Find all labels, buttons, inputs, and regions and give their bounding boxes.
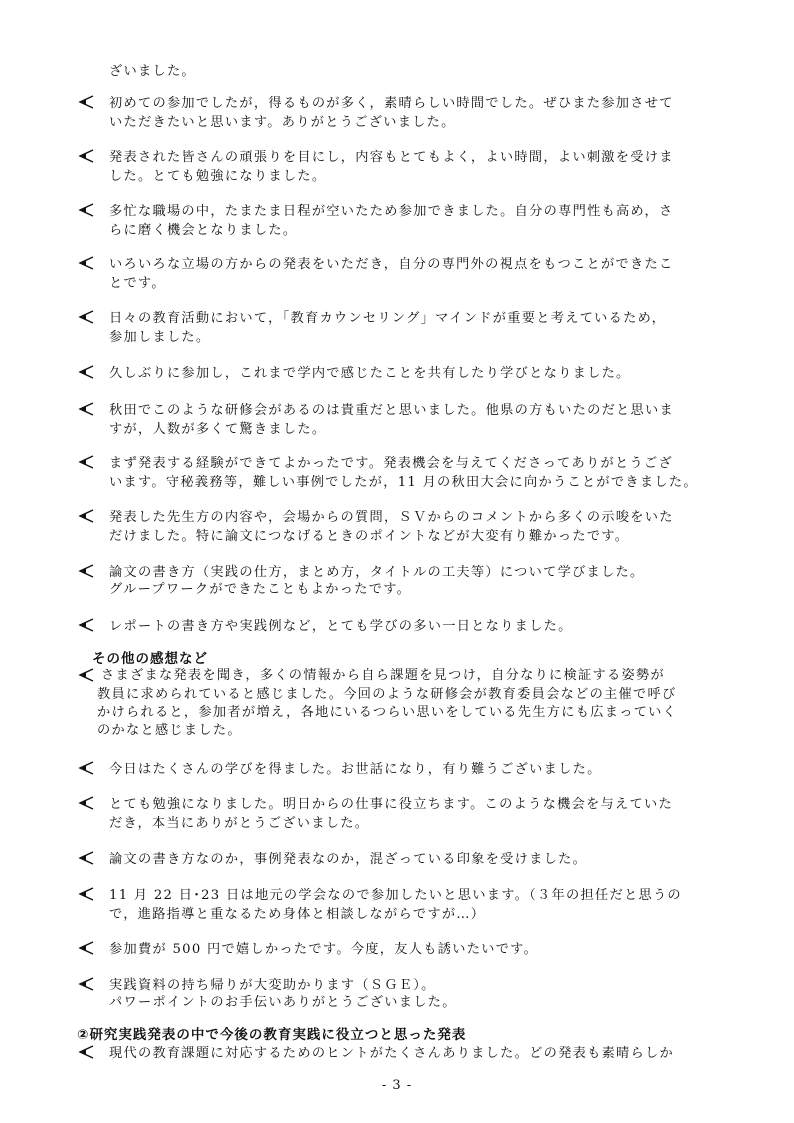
arrow-bullet-icon — [78, 1045, 94, 1059]
section-heading-2 — [77, 1027, 466, 1043]
arrow-bullet-icon — [78, 851, 94, 865]
comment-line: 論文の書き方なのか，事例発表なのか，混ざっている印象を受けました。 — [109, 852, 588, 867]
arrow-bullet-icon — [78, 256, 94, 270]
comment-line: 発表された皆さんの頑張りを目にし，内容もとてもよく，よい時間，よい刺激を受けま — [109, 150, 674, 165]
section-number: ② — [77, 1027, 90, 1043]
comment-line: だき，本当にありがとうございました。 — [109, 816, 370, 831]
arrow-bullet-icon — [78, 887, 94, 901]
comment-line: のかなと感じました。 — [97, 723, 242, 738]
arrow-bullet-icon — [78, 365, 94, 379]
comment-line: レポートの書き方や実践例など，とても学びの多い一日となりました。 — [109, 619, 573, 634]
comment-line: すが，人数が多くて驚きました。 — [109, 422, 327, 437]
arrow-bullet-icon — [78, 977, 94, 991]
arrow-bullet-icon — [78, 761, 94, 775]
comment-line: かけられると，参加者が増え，各地にいるつらい思いをしている先生方にも広まっていく — [97, 705, 678, 720]
comment-line: 論文の書き方（実践の仕方，まとめ方，タイトルの工夫等）について学びました。 — [109, 565, 645, 580]
comment-line: 日々の教育活動において，「教育カウンセリング」マインドが重要と考えているため， — [109, 311, 667, 326]
comment-line: 現代の教育課題に対応するためのヒントがたくさんありました。どの発表も素晴らしか — [109, 1046, 675, 1061]
arrow-bullet-icon — [78, 618, 94, 632]
arrow-bullet-icon — [78, 455, 94, 469]
comment-line: 久しぶりに参加し，これまで学内で感じたことを共有したり学びとなりました。 — [109, 366, 631, 381]
comment-line: 発表した先生方の内容や，会場からの質問，ＳＶからのコメントから多くの示唆をいた — [109, 510, 674, 525]
arrow-bullet-icon — [78, 203, 94, 217]
comment-line: 教員に求められていると感じました。今回のような研修会が教育委員会などの主催で呼び — [97, 687, 677, 702]
comment-line: 初めての参加でしたが，得るものが多く，素晴らしい時間でした。ぜひまた参加させて — [109, 96, 674, 111]
arrow-bullet-icon — [78, 310, 94, 324]
comment-line: とです。 — [109, 276, 166, 291]
arrow-bullet-icon — [78, 668, 94, 682]
comment-line: さまざまな発表を聞き，多くの情報から自ら課題を見つけ，自分なりに検証する姿勢が — [101, 668, 665, 683]
comment-line: います。守秘義務等，難しい事例でしたが，11 月の秋田大会に向かうことができました。 — [109, 475, 698, 490]
comment-line: まず発表する経験ができてよかったです。発表機会を与えてくださってありがとうござ — [109, 456, 673, 471]
arrow-bullet-icon — [78, 941, 94, 955]
comment-line: だけました。特に論文につなげるときのポイントなどが大変有り難かったです。 — [109, 529, 630, 544]
comment-line: パワーポイントのお手伝いありがとうございました。 — [109, 995, 457, 1010]
arrow-bullet-icon — [78, 149, 94, 163]
comment-line: 今日はたくさんの学びを得ました。お世話になり，有り難うございました。 — [109, 762, 602, 777]
comment-line: らに磨く機会となりました。 — [109, 223, 298, 238]
page-number: - 3 - — [381, 1078, 413, 1093]
arrow-bullet-icon — [78, 95, 94, 109]
section-title: 研究実践発表の中で今後の教育実践に役立つと思った発表 — [89, 1027, 467, 1043]
comment-line: グループワークができたこともよかったです。 — [109, 582, 412, 597]
arrow-bullet-icon — [78, 796, 94, 810]
comment-line: いろいろな立場の方からの発表をいただき，自分の専門外の視点をもつことができたこ — [109, 257, 674, 272]
comment-line: 参加しました。 — [109, 330, 211, 345]
arrow-bullet-icon — [78, 509, 94, 523]
arrow-bullet-icon — [78, 564, 94, 578]
comment-line: 実践資料の持ち帰りが大変助かります（ＳＧＥ）。 — [109, 978, 436, 993]
arrow-bullet-icon — [78, 402, 94, 416]
intro-continuation-text: ざいました。 — [109, 64, 196, 79]
comment-line: 11 月 22 日･23 日は地元の学会なので参加したいと思います。（３年の担任だと思うの — [109, 888, 682, 903]
comment-line: とても勉強になりました。明日からの仕事に役立ちます。このような機会を与えていた — [109, 797, 673, 812]
comment-line: で，進路指導と重なるため身体と相談しながらですが…） — [109, 907, 486, 922]
comment-line: 秋田でこのような研修会があるのは貴重だと思いました。他県の方もいたのだと思いま — [109, 403, 675, 418]
section-heading-other: その他の感想など — [92, 651, 208, 667]
comment-line: した。とても勉強になりました。 — [109, 169, 327, 184]
comment-line: 多忙な職場の中，たまたま日程が空いたため参加できました。自分の専門性も高め，さ — [109, 204, 674, 219]
comment-line: 参加費が 500 円で嬉しかったです。今度，友人も誘いたいです。 — [109, 942, 539, 957]
comment-line: いただきたいと思います。ありがとうございました。 — [109, 115, 456, 130]
